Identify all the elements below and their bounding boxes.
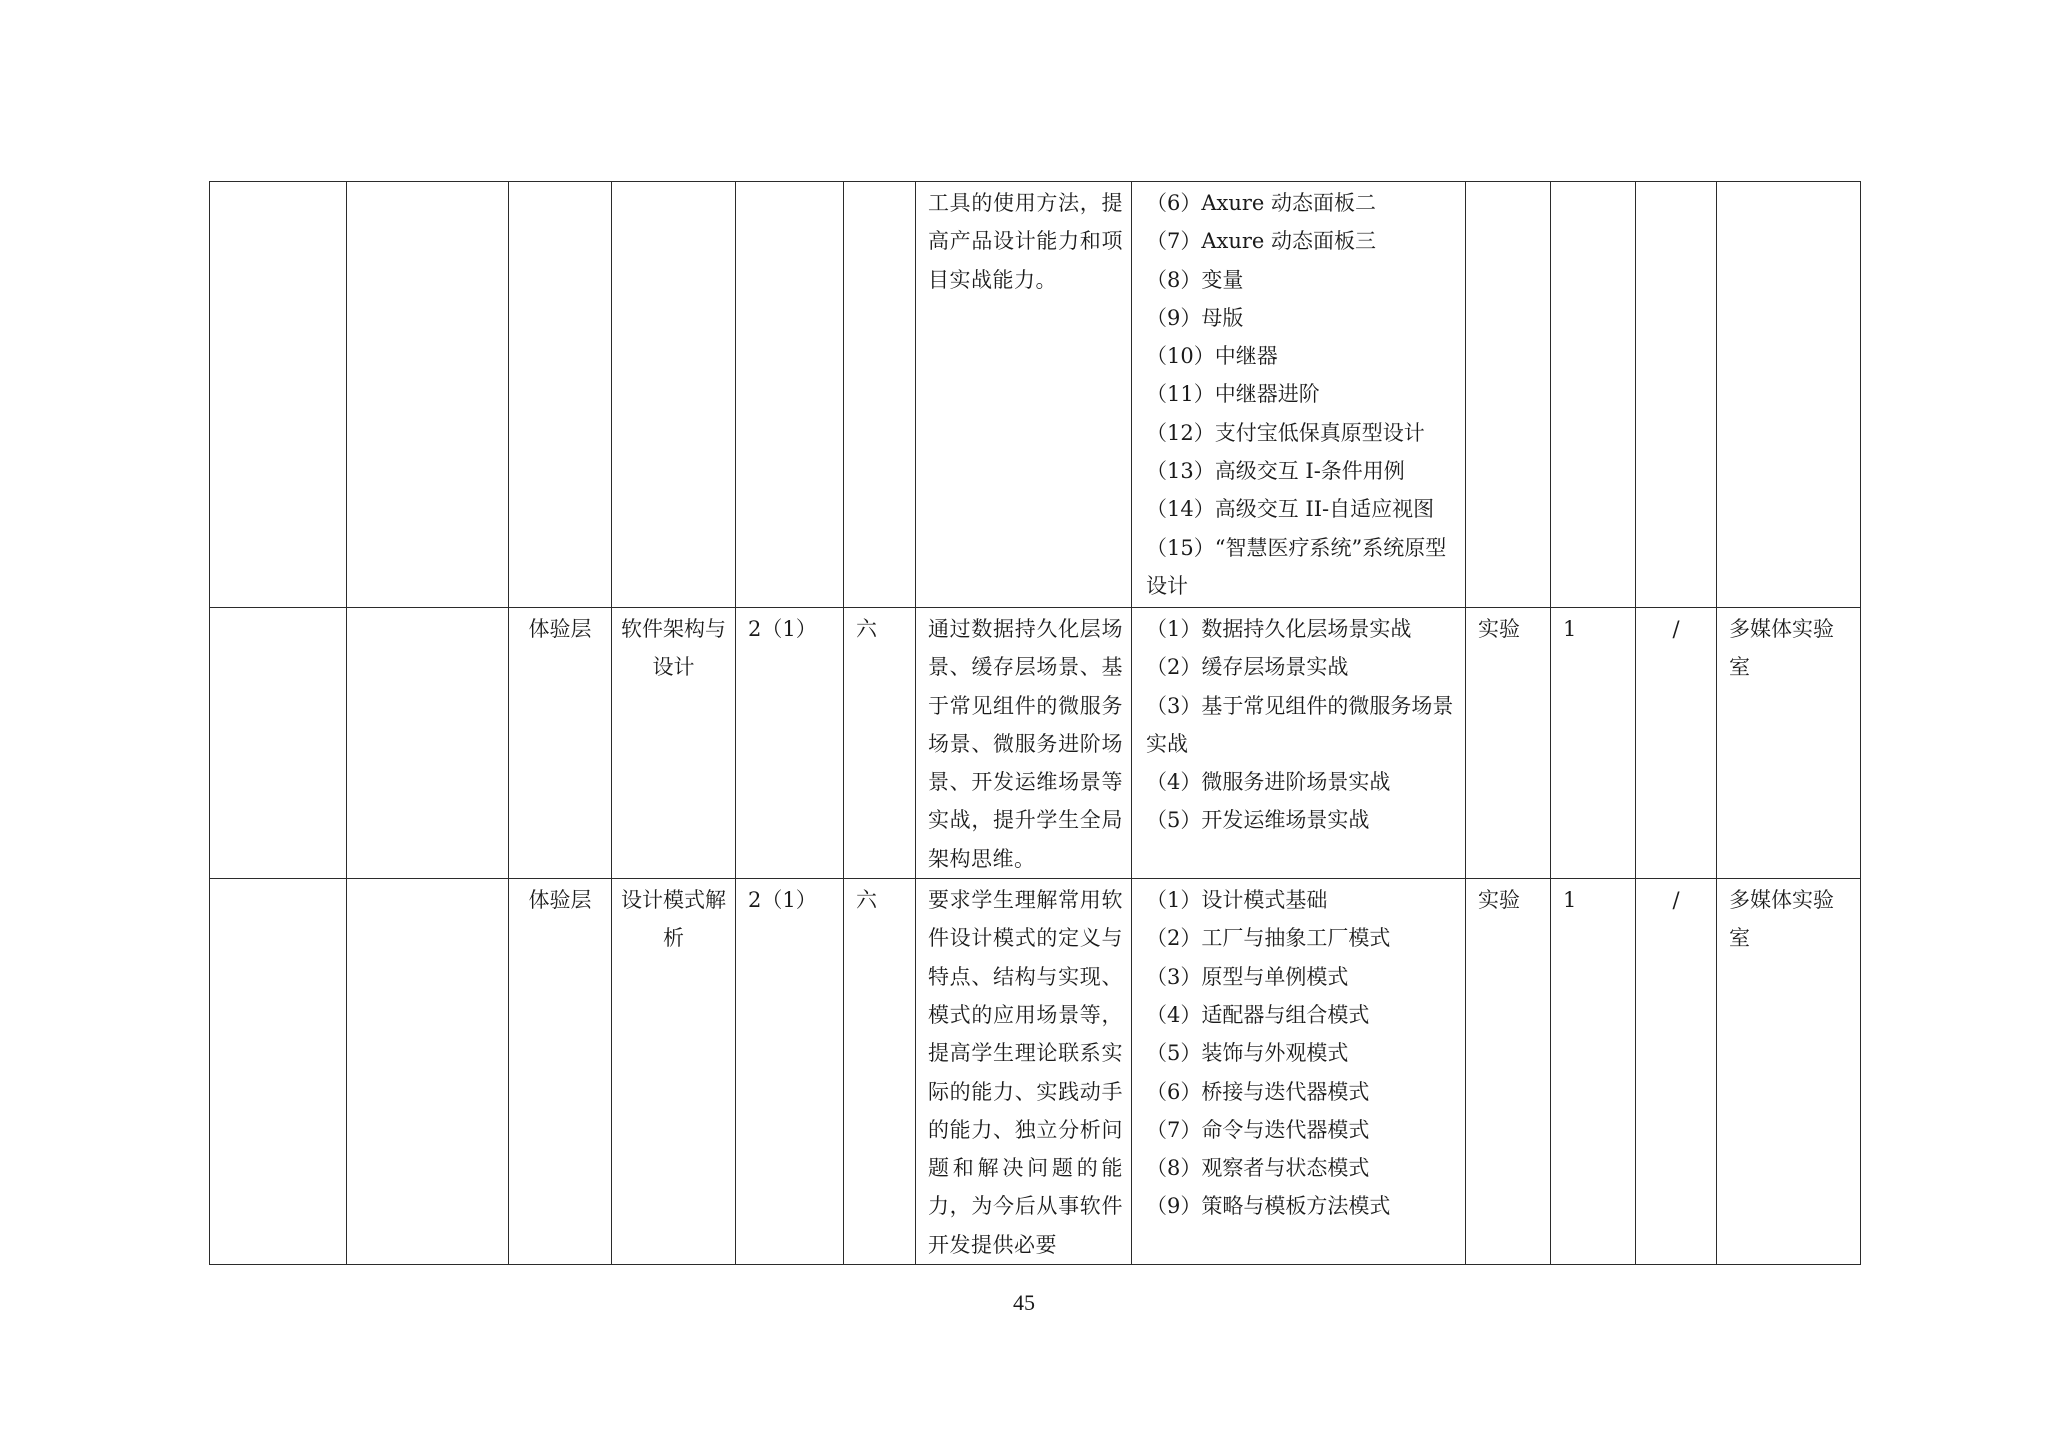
topic-item: （5）开发运维场景实战 <box>1146 808 1370 833</box>
cell-semester: 六 <box>844 879 916 1265</box>
cell-count: 1 <box>1551 608 1636 879</box>
cell-type <box>1466 182 1551 608</box>
topic-item: （8）观察者与状态模式 <box>1146 1156 1370 1181</box>
course-table <box>209 181 1861 1265</box>
topic-item: （4）微服务进阶场景实战 <box>1146 770 1391 795</box>
cell-extra: / <box>1636 879 1717 1265</box>
cell-count: 1 <box>1551 879 1636 1265</box>
topic-item: （9）母版 <box>1146 305 1244 330</box>
cell-type: 实验 <box>1466 879 1551 1265</box>
topic-item: （7）命令与迭代器模式 <box>1146 1117 1370 1142</box>
cell-semester: 六 <box>844 608 916 879</box>
topic-item: （14）高级交互 II-自适应视图 <box>1146 497 1435 522</box>
table-row <box>210 182 1861 608</box>
cell-credits: 2（1） <box>736 608 844 879</box>
description-text: 工具的使用方法，提高产品设计能力和项目实战能力。 <box>928 191 1123 292</box>
cell-description <box>916 182 1132 608</box>
cell-location: 多媒体实验室 <box>1717 608 1861 879</box>
cell-blank-2 <box>347 608 509 879</box>
cell-topics <box>1132 879 1466 1265</box>
topic-item: （9）策略与模板方法模式 <box>1146 1194 1391 1219</box>
topic-item: （11）中继器进阶 <box>1146 382 1320 407</box>
cell-blank-2 <box>347 182 509 608</box>
topic-item: （6）桥接与迭代器模式 <box>1146 1079 1370 1104</box>
cell-location: 多媒体实验室 <box>1717 879 1861 1265</box>
cell-blank-1 <box>210 182 347 608</box>
cell-extra <box>1636 182 1717 608</box>
topic-item: （2）缓存层场景实战 <box>1146 655 1349 680</box>
topic-item: （15）“智慧医疗系统”系统原型设计 <box>1146 535 1447 598</box>
cell-course: 软件架构与设计 <box>612 608 736 879</box>
topic-item: （5）装饰与外观模式 <box>1146 1041 1349 1066</box>
table-row <box>210 608 1861 879</box>
topic-item: （12）支付宝低保真原型设计 <box>1146 420 1425 445</box>
cell-extra: / <box>1636 608 1717 879</box>
cell-course <box>612 182 736 608</box>
cell-course: 设计模式解析 <box>612 879 736 1265</box>
cell-description <box>916 608 1132 879</box>
cell-blank-2 <box>347 879 509 1265</box>
cell-blank-1 <box>210 608 347 879</box>
topic-item: （10）中继器 <box>1146 344 1278 369</box>
topic-item: （3）基于常见组件的微服务场景实战 <box>1146 693 1454 756</box>
topic-item: （13）高级交互 I-条件用例 <box>1146 459 1405 484</box>
topic-item: （8）变量 <box>1146 267 1244 292</box>
cell-topics <box>1132 182 1466 608</box>
cell-location <box>1717 182 1861 608</box>
table-row <box>210 879 1861 1265</box>
description-text: 通过数据持久化层场景、缓存层场景、基于常见组件的微服务场景、微服务进阶场景、开发运维场景等实战，提升学生全局架构思维。 <box>928 617 1123 871</box>
cell-layer <box>509 182 612 608</box>
cell-layer: 体验层 <box>509 879 612 1265</box>
cell-credits <box>736 182 844 608</box>
cell-credits: 2（1） <box>736 879 844 1265</box>
topic-item: （1）设计模式基础 <box>1146 888 1328 913</box>
cell-semester <box>844 182 916 608</box>
topic-item: （6）Axure 动态面板二 <box>1146 191 1377 215</box>
topic-item: （2）工厂与抽象工厂模式 <box>1146 926 1391 951</box>
topic-item: （7）Axure 动态面板三 <box>1146 229 1377 254</box>
cell-count <box>1551 182 1636 608</box>
topic-item: （3）原型与单例模式 <box>1146 964 1349 989</box>
description-text: 要求学生理解常用软件设计模式的定义与特点、结构与实现、模式的应用场景等，提高学生理论联系实际的能力、实践动手的能力、独立分析问题和解决问题的能力，为今后从事软件开发提供必要 <box>928 888 1123 1257</box>
topic-item: （1）数据持久化层场景实战 <box>1146 617 1412 641</box>
cell-layer: 体验层 <box>509 608 612 879</box>
topic-item: （4）适配器与组合模式 <box>1146 1002 1370 1027</box>
cell-blank-1 <box>210 879 347 1265</box>
cell-type: 实验 <box>1466 608 1551 879</box>
cell-description <box>916 879 1132 1265</box>
page-number: 45 <box>1013 1290 1035 1315</box>
cell-topics <box>1132 608 1466 879</box>
